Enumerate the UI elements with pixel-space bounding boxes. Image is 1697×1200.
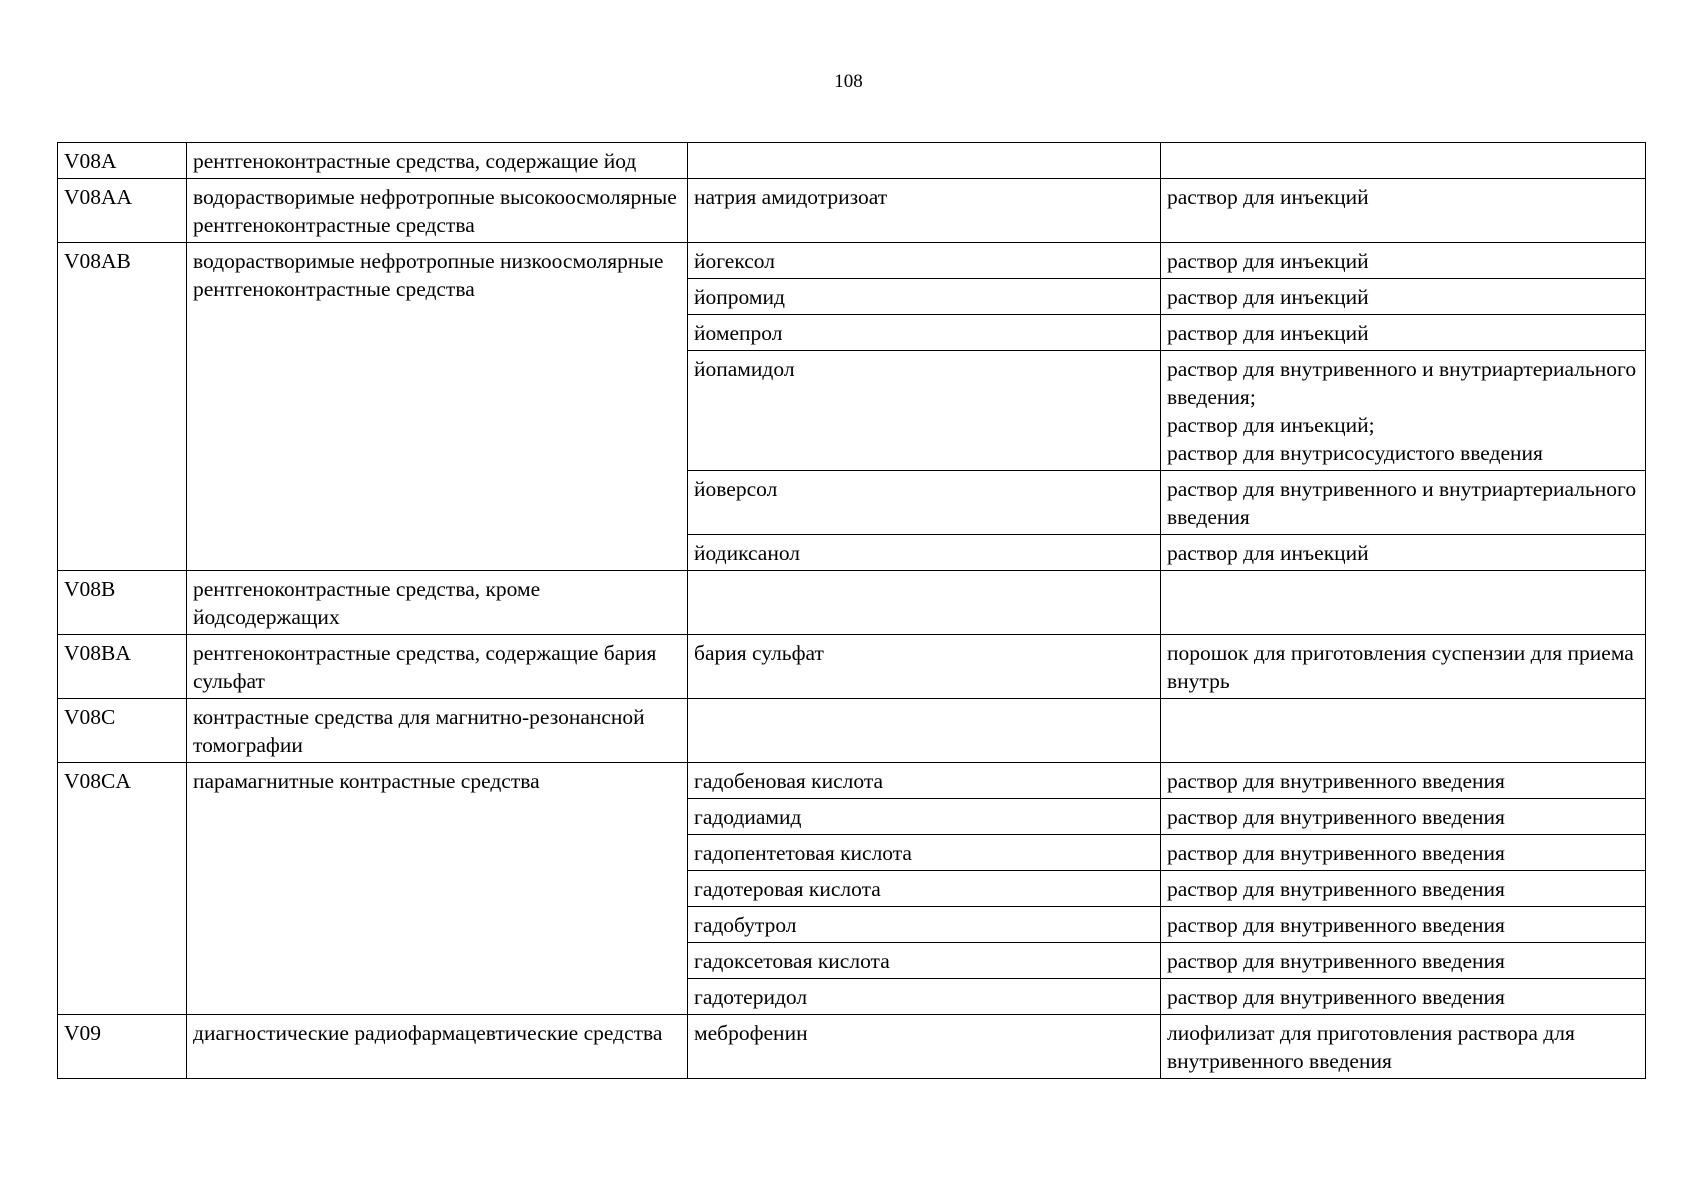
drug-name-cell: гадобеновая кислота [688, 763, 1161, 799]
atc-code-cell: V08AB [58, 243, 187, 571]
table-row [58, 635, 1646, 699]
dosage-form-cell: раствор для внутривенного и внутриартериального введения; раствор для инъекций; раствор для внутрисосудистого введения [1161, 351, 1646, 471]
atc-group-cell: рентгеноконтрастные средства, кроме йодсодержащих [187, 571, 688, 635]
dosage-form-cell: раствор для внутривенного введения [1161, 943, 1646, 979]
atc-code-cell: V08BA [58, 635, 187, 699]
drug-name-cell: гадоксетовая кислота [688, 943, 1161, 979]
atc-group-cell: рентгеноконтрастные средства, содержащие йод [187, 143, 688, 179]
dosage-form-cell: раствор для инъекций [1161, 315, 1646, 351]
drug-name-cell [688, 699, 1161, 763]
table-row [58, 699, 1646, 763]
table-row [58, 1015, 1646, 1079]
dosage-form-cell: раствор для внутривенного введения [1161, 799, 1646, 835]
atc-code-cell: V08B [58, 571, 187, 635]
atc-group-cell: рентгеноконтрастные средства, содержащие бария сульфат [187, 635, 688, 699]
drug-name-cell: йодиксанол [688, 535, 1161, 571]
drug-name-cell: гадотеридол [688, 979, 1161, 1015]
drug-name-cell: гадотеровая кислота [688, 871, 1161, 907]
drug-name-cell: йопромид [688, 279, 1161, 315]
dosage-form-cell: раствор для внутривенного введения [1161, 907, 1646, 943]
drug-name-cell: гадобутрол [688, 907, 1161, 943]
dosage-form-cell: раствор для внутривенного введения [1161, 871, 1646, 907]
drug-name-cell: меброфенин [688, 1015, 1161, 1079]
atc-code-cell: V08CA [58, 763, 187, 1015]
atc-code-cell: V08A [58, 143, 187, 179]
drug-name-cell: йогексол [688, 243, 1161, 279]
drug-name-cell: йомепрол [688, 315, 1161, 351]
table-row [58, 143, 1646, 179]
drug-name-cell: йоверсол [688, 471, 1161, 535]
dosage-form-cell [1161, 699, 1646, 763]
dosage-form-cell: раствор для внутривенного введения [1161, 763, 1646, 799]
dosage-form-cell: раствор для внутривенного введения [1161, 835, 1646, 871]
table-row [58, 571, 1646, 635]
dosage-form-cell: лиофилизат для приготовления раствора для внутривенного введения [1161, 1015, 1646, 1079]
dosage-form-cell: раствор для инъекций [1161, 279, 1646, 315]
drug-name-cell: гадодиамид [688, 799, 1161, 835]
dosage-form-cell [1161, 571, 1646, 635]
atc-code-cell: V09 [58, 1015, 187, 1079]
atc-drug-table [57, 142, 1646, 1079]
dosage-form-cell: порошок для приготовления суспензии для приема внутрь [1161, 635, 1646, 699]
atc-group-cell: водорастворимые нефротропные высокоосмолярные рентгеноконтрастные средства [187, 179, 688, 243]
atc-code-cell: V08C [58, 699, 187, 763]
drug-name-cell [688, 143, 1161, 179]
atc-group-cell: контрастные средства для магнитно-резонансной томографии [187, 699, 688, 763]
dosage-form-cell: раствор для инъекций [1161, 535, 1646, 571]
table-row [58, 763, 1646, 799]
drug-name-cell: йопамидол [688, 351, 1161, 471]
dosage-form-cell: раствор для инъекций [1161, 179, 1646, 243]
drug-name-cell: гадопентетовая кислота [688, 835, 1161, 871]
drug-name-cell: бария сульфат [688, 635, 1161, 699]
table-row [58, 179, 1646, 243]
atc-group-cell: водорастворимые нефротропные низкоосмолярные рентгеноконтрастные средства [187, 243, 688, 571]
dosage-form-cell: раствор для внутривенного введения [1161, 979, 1646, 1015]
table-row [58, 243, 1646, 279]
dosage-form-cell [1161, 143, 1646, 179]
dosage-form-cell: раствор для внутривенного и внутриартериального введения [1161, 471, 1646, 535]
atc-code-cell: V08AA [58, 179, 187, 243]
dosage-form-cell: раствор для инъекций [1161, 243, 1646, 279]
atc-group-cell: диагностические радиофармацевтические средства [187, 1015, 688, 1079]
drug-name-cell: натрия амидотризоат [688, 179, 1161, 243]
drug-name-cell [688, 571, 1161, 635]
atc-group-cell: парамагнитные контрастные средства [187, 763, 688, 1015]
atc-table-body [58, 143, 1646, 1079]
page-number: 108 [834, 71, 863, 92]
